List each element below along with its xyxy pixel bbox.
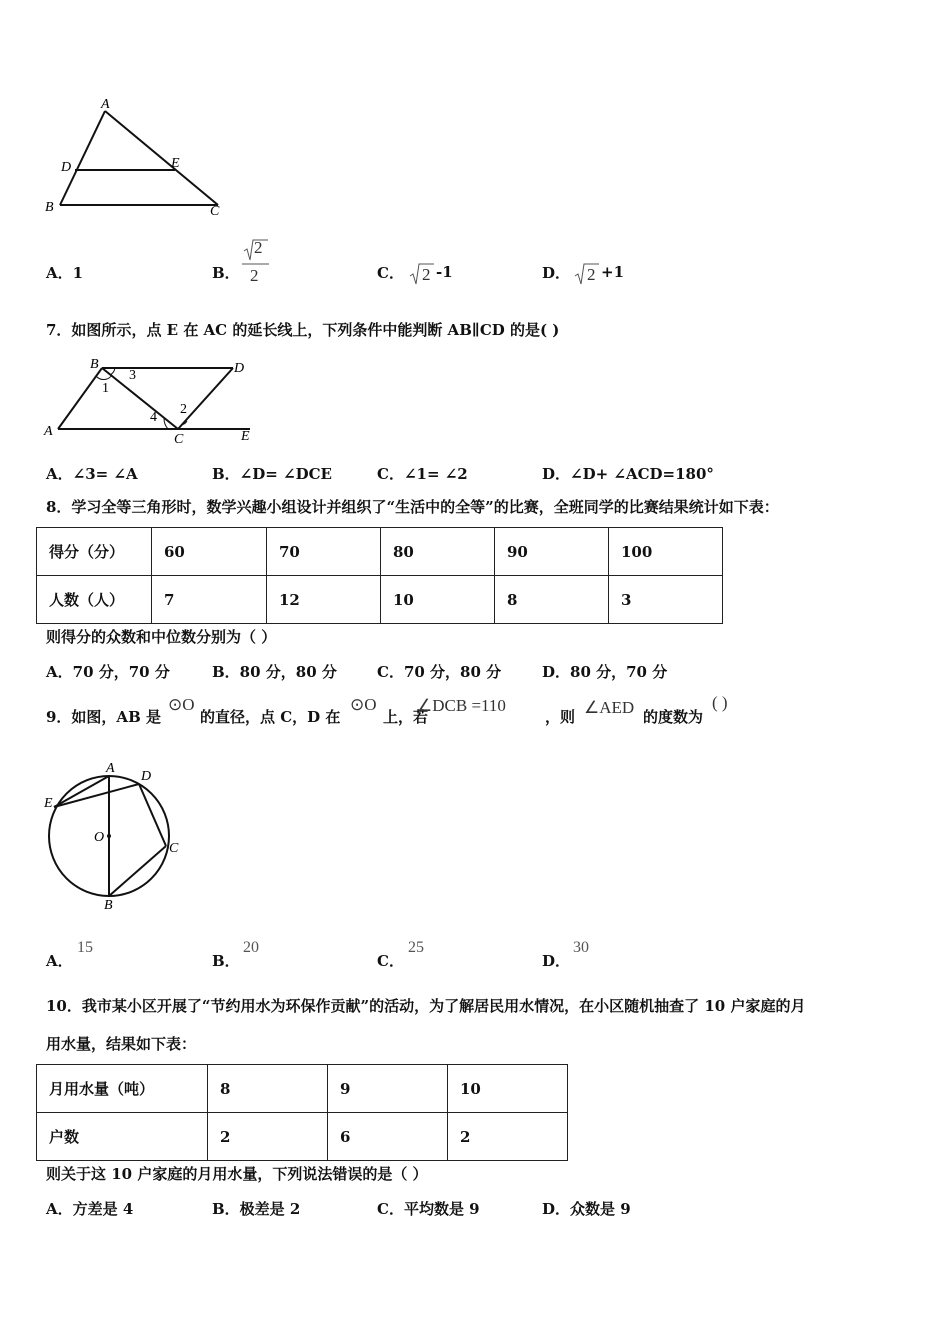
q6-label-a: A: [101, 97, 110, 112]
q9-option-c-value: 25: [408, 939, 424, 956]
q9-option-d-value: 30: [573, 939, 589, 956]
q8-option-b[interactable]: B．80 分，80 分: [212, 663, 337, 681]
table-cell: 3: [609, 576, 723, 624]
q6-b-denominator: 2: [250, 266, 259, 285]
q7-option-b[interactable]: B．∠D= ∠DCE: [212, 465, 332, 483]
table-cell: 9: [328, 1065, 448, 1113]
q9-option-a-value: 15: [77, 939, 93, 956]
q9-angle-aed: ∠AED: [584, 698, 635, 717]
q7-parallelogram-figure: [40, 355, 270, 450]
q8-question: 则得分的众数和中位数分别为（ ）: [46, 628, 277, 646]
q9-option-b[interactable]: B．: [212, 952, 240, 970]
table-cell: 7: [152, 576, 267, 624]
q9-stem-part4: ，则: [545, 708, 576, 726]
q9-label-c: C: [169, 841, 179, 856]
q9-option-c[interactable]: C．: [377, 952, 404, 970]
q7-angle-3: 3: [129, 368, 136, 383]
q10-option-c[interactable]: C．平均数是 9: [377, 1200, 480, 1218]
q9-label-d: D: [141, 769, 152, 784]
q10-question: 则关于这 10 户家庭的月用水量，下列说法错误的是（ ）: [46, 1165, 428, 1183]
q9-option-b-value: 20: [243, 939, 259, 956]
q10-stem-line1: 10．我市某小区开展了“节约用水为环保作贡献”的活动，为了解居民用水情况，在小区随机抽查了 10 户家庭的月: [46, 997, 806, 1015]
q7-angle-1: 1: [102, 381, 109, 396]
q8-option-d[interactable]: D．80 分，70 分: [542, 663, 668, 681]
table-cell: 2: [208, 1113, 328, 1161]
table-cell: 12: [267, 576, 381, 624]
q9-angle-dcb: ∠DCB =110: [417, 696, 506, 715]
q9-stem-part2: 的直径，点 C，D 在: [200, 708, 341, 726]
q7-label-e: E: [241, 429, 250, 444]
q8-stem: 8．学习全等三角形时，数学兴趣小组设计并组织了“生活中的全等”的比赛，全班同学的比赛结果统计如下表：: [46, 498, 779, 516]
q6-option-d-radical: 2 +1: [573, 262, 633, 288]
q9-label-o: O: [94, 830, 105, 845]
table-cell: 10: [381, 576, 495, 624]
table-cell: 6: [328, 1113, 448, 1161]
q9-label-a: A: [106, 761, 115, 776]
q9-label-e: E: [44, 796, 53, 811]
q10-stem-line2: 用水量，结果如下表：: [46, 1035, 197, 1053]
q6-option-d[interactable]: D．: [542, 264, 571, 282]
table-cell: 得分（分）: [37, 528, 152, 576]
q9-circle-o-1: ⊙O: [168, 695, 195, 714]
q7-label-d: D: [234, 361, 245, 376]
table-cell: 80: [381, 528, 495, 576]
q9-answer-bracket: ( ): [712, 693, 728, 712]
q6-option-b[interactable]: B．: [212, 264, 240, 282]
q10-option-b[interactable]: B．极差是 2: [212, 1200, 301, 1218]
table-cell: 2: [448, 1113, 568, 1161]
table-cell: 70: [267, 528, 381, 576]
table-cell: 月用水量（吨）: [37, 1065, 208, 1113]
q7-option-d[interactable]: D．∠D+ ∠ACD=180°: [542, 465, 714, 483]
q6-option-c[interactable]: C．: [377, 264, 404, 282]
table-cell: 8: [208, 1065, 328, 1113]
table-cell: 60: [152, 528, 267, 576]
q9-stem-part3: 上，若: [383, 708, 429, 726]
q9-stem-part1: 9．如图，AB 是: [46, 708, 161, 726]
q8-option-a[interactable]: A．70 分，70 分: [46, 663, 170, 681]
q9-option-a[interactable]: A．: [46, 952, 73, 970]
q7-stem: 7．如图所示，点 E 在 AC 的延长线上，下列条件中能判断 AB∥CD 的是( ): [46, 321, 560, 339]
table-cell: 人数（人）: [37, 576, 152, 624]
q6-option-b-fraction: [242, 236, 270, 286]
table-cell: 户数: [37, 1113, 208, 1161]
q6-b-numerator: 2: [254, 238, 263, 257]
q6-option-c-radical: 2 -1: [408, 262, 468, 288]
q6-label-c: C: [210, 204, 220, 219]
table-cell: 100: [609, 528, 723, 576]
q7-option-c[interactable]: C．∠1= ∠2: [377, 465, 468, 483]
q6-label-d: D: [61, 160, 72, 175]
q10-water-table: [36, 1064, 568, 1161]
q6-option-a[interactable]: A．1: [46, 264, 84, 282]
q9-option-d[interactable]: D．: [542, 952, 571, 970]
q6-label-b: B: [45, 200, 54, 215]
q7-label-b: B: [90, 357, 99, 372]
q9-circle-figure: [40, 758, 190, 913]
q6-label-e: E: [171, 156, 180, 171]
table-cell: 10: [448, 1065, 568, 1113]
q8-score-table: [36, 527, 723, 624]
q7-angle-2: 2: [180, 402, 187, 417]
q7-option-a[interactable]: A．∠3= ∠A: [46, 465, 138, 483]
q9-label-b: B: [104, 898, 113, 913]
q10-option-d[interactable]: D．众数是 9: [542, 1200, 631, 1218]
table-cell: 8: [495, 576, 609, 624]
q7-label-a: A: [44, 424, 53, 439]
q8-option-c[interactable]: C．70 分，80 分: [377, 663, 502, 681]
q7-label-c: C: [174, 432, 184, 447]
q10-option-a[interactable]: A．方差是 4: [46, 1200, 134, 1218]
q9-stem-part5: 的度数为: [643, 708, 704, 726]
table-cell: 90: [495, 528, 609, 576]
q9-circle-o-2: ⊙O: [350, 695, 377, 714]
q6-triangle-figure: [40, 95, 240, 225]
q7-angle-4: 4: [150, 410, 157, 425]
